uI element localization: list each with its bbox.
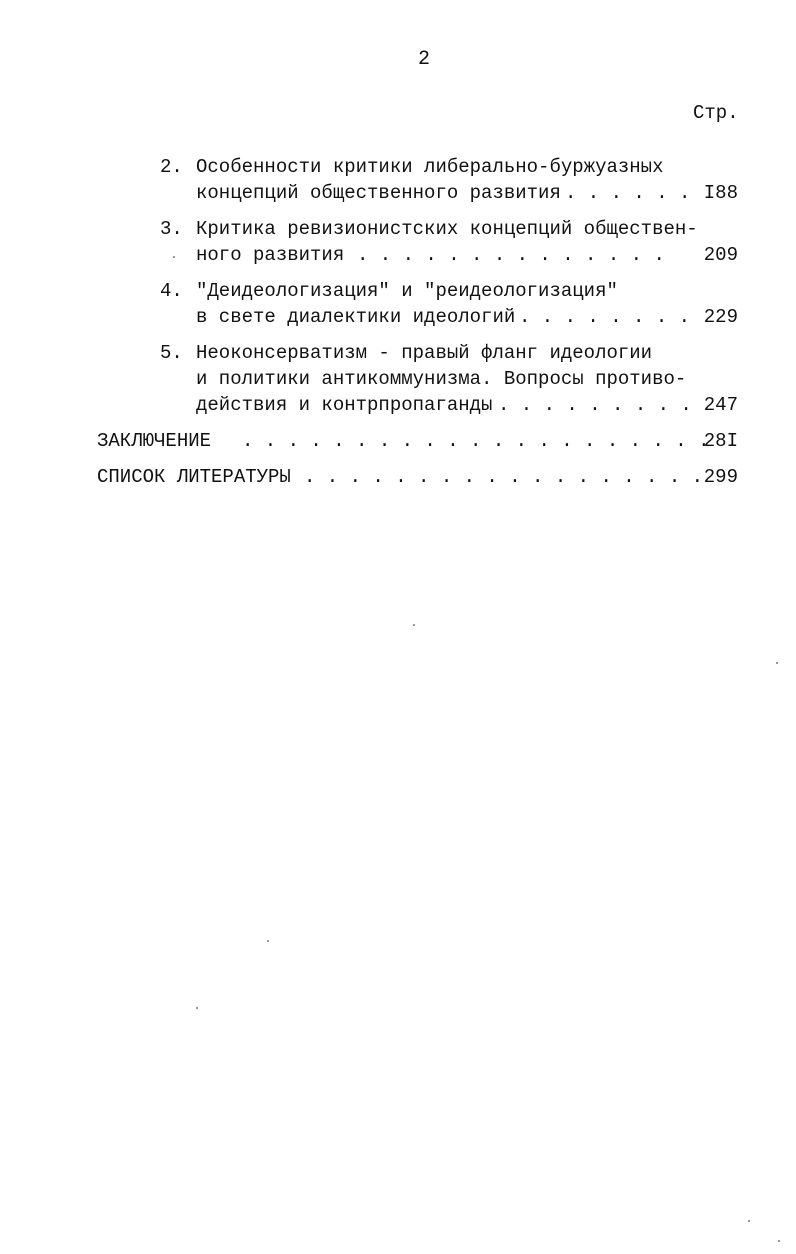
toc-section-title: СПИСОК ЛИТЕРАТУРЫ	[97, 466, 291, 488]
scan-speck	[413, 624, 415, 626]
toc-page-number: 299	[703, 466, 738, 488]
dot-leader: . . . . . . . . . . . . . . . . . .	[304, 466, 704, 488]
dot-leader: . . . . . .	[565, 182, 691, 204]
dot-leader: . . . . . . . . .	[498, 394, 692, 416]
toc-entry-3[interactable]	[0, 216, 796, 242]
scan-speck	[267, 940, 269, 942]
toc-page-number: 209	[703, 244, 738, 266]
page-number: 2	[418, 48, 431, 71]
toc-entry-4[interactable]	[0, 278, 796, 304]
toc-entry-number: 4.	[160, 280, 183, 302]
pages-column-header: Стр.	[693, 102, 739, 124]
dot-leader: . . . . . . . . . . . . . .	[357, 244, 665, 266]
toc-page-number: 247	[703, 394, 738, 416]
scan-speck	[778, 1240, 780, 1242]
toc-entry-number: 5.	[160, 342, 183, 364]
toc-entry-2[interactable]	[0, 154, 796, 180]
toc-page-number: 28I	[703, 430, 738, 452]
scan-speck	[173, 256, 175, 258]
scan-speck	[196, 1007, 198, 1009]
scan-speck	[748, 1220, 750, 1222]
toc-section-title: ЗАКЛЮЧЕНИЕ	[97, 430, 212, 452]
toc-entry-title-line: в свете диалектики идеологий	[196, 306, 516, 328]
toc-entry-title-line: Особенности критики либерально-буржуазных	[196, 156, 664, 178]
toc-entry-5[interactable]	[0, 340, 796, 366]
toc-entry-bibliography[interactable]	[0, 464, 796, 490]
toc-entry-title-line: Критика ревизионистских концепций обществен-	[196, 218, 698, 240]
toc-entry-number: 3.	[160, 218, 183, 240]
toc-entry-title-line: действия и контрпропаганды	[196, 394, 493, 416]
toc-page-number: 229	[703, 306, 738, 328]
toc-entry-title-line: концепций общественного развития	[196, 182, 561, 204]
toc-entry-conclusion[interactable]	[0, 428, 796, 454]
toc-entry-title-line: и политики антикоммунизма. Вопросы противо-	[196, 368, 687, 390]
toc-page-number: I88	[703, 182, 738, 204]
dot-leader: . . . . . . . .	[519, 306, 691, 328]
scan-speck	[776, 662, 778, 664]
toc-entry-title-line: Неоконсерватизм - правый фланг идеологии	[196, 342, 653, 364]
toc-entry-title-line: "Деидеологизация" и "реидеологизация"	[196, 280, 618, 302]
dot-leader: . . . . . . . . . . . . . . . . . . . . .	[242, 430, 710, 452]
toc-entry-number: 2.	[160, 156, 183, 178]
toc-entry-title-line: ного развития	[196, 244, 345, 266]
